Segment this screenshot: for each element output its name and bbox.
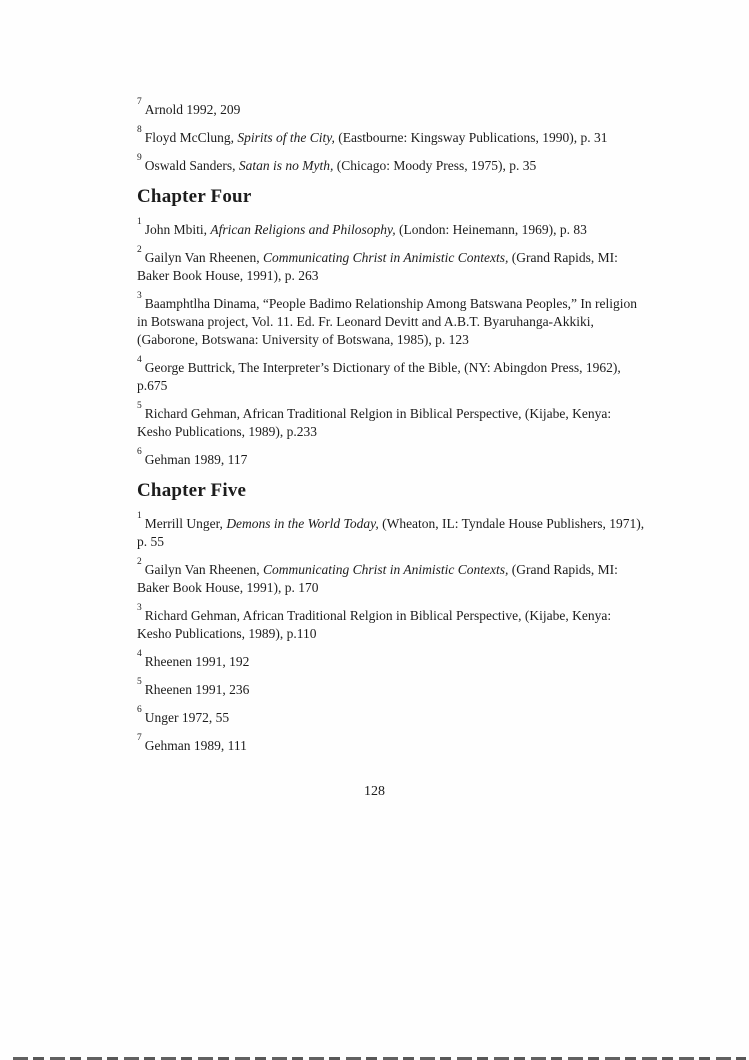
work-title: Satan is no Myth, — [238, 158, 334, 173]
note-text: Gailyn Van Rheenen, — [144, 562, 263, 577]
note-text: Gehman 1989, 117 — [144, 452, 248, 467]
endnote — [137, 354, 645, 395]
note-text: Rheenen 1991, 192 — [144, 654, 250, 669]
note-text: Floyd McClung, — [144, 130, 238, 145]
work-title: Spirits of the City, — [237, 130, 335, 145]
endnote-number: 2 — [137, 556, 142, 567]
note-text: Gehman 1989, 111 — [144, 738, 247, 753]
work-title: Communicating Christ in Animistic Contexts, — [262, 250, 509, 265]
endnote — [137, 602, 645, 643]
note-text: Richard Gehman, African Traditional Relgion in Biblical Perspective, (Kijabe, Kenya: Kesho Publications, 1989), p.110 — [137, 608, 612, 641]
note-text: Gailyn Van Rheenen, — [144, 250, 263, 265]
note-text: George Buttrick, The Interpreter’s Dictionary of the Bible, (NY: Abingdon Press, 1962), p.675 — [137, 360, 621, 393]
endnote-number: 3 — [137, 602, 142, 613]
endnote — [137, 244, 645, 285]
note-text: (Grand Rapids, MI: Baker Book House, 1991), p. 263 — [137, 250, 618, 283]
page-number: 128 — [364, 784, 385, 799]
note-text: (London: Heinemann, 1969), p. 83 — [395, 222, 587, 237]
endnote — [137, 732, 645, 755]
endnote-number: 7 — [137, 96, 142, 107]
chapter-heading: Chapter Five — [137, 480, 247, 501]
note-text: Oswald Sanders, — [144, 158, 239, 173]
work-title: African Religions and Philosophy, — [210, 222, 396, 237]
endnote — [137, 446, 645, 469]
note-text: Unger 1972, 55 — [144, 710, 230, 725]
endnotes-content — [137, 96, 645, 765]
endnote — [137, 96, 645, 119]
endnote-number: 5 — [137, 400, 142, 411]
endnote — [137, 556, 645, 597]
endnote-number: 5 — [137, 676, 142, 687]
endnote — [137, 152, 645, 175]
note-text: Richard Gehman, African Traditional Relgion in Biblical Perspective, (Kijabe, Kenya: Kesho Publications, 1989), p.233 — [137, 406, 612, 439]
endnote — [137, 124, 645, 147]
note-text: (Eastbourne: Kingsway Publications, 1990), p. 31 — [334, 130, 608, 145]
note-text: John Mbiti, — [144, 222, 211, 237]
note-text: (Grand Rapids, MI: Baker Book House, 1991), p. 170 — [137, 562, 618, 595]
endnote — [137, 216, 645, 239]
endnote — [137, 648, 645, 671]
endnote — [137, 510, 645, 551]
note-text: Rheenen 1991, 236 — [144, 682, 250, 697]
endnote-number: 4 — [137, 648, 142, 659]
endnote-number: 2 — [137, 244, 142, 255]
note-text: Arnold 1992, 209 — [144, 102, 241, 117]
endnote-number: 6 — [137, 446, 142, 457]
endnote-number: 6 — [137, 704, 142, 715]
endnote-number: 9 — [137, 152, 142, 163]
endnote — [137, 704, 645, 727]
endnote-number: 7 — [137, 732, 142, 743]
endnote-number: 1 — [137, 216, 142, 227]
chapter-heading: Chapter Four — [137, 186, 252, 207]
note-text: Baamphtlha Dinama, “People Badimo Relationship Among Batswana Peoples,” In religion in Botswana project, Vol. 11. Ed. Fr. Leonard Devitt and A.B.T. Byaruhanga-Akkiki, (Gaborone, Botswana: University of Botswana, 1985), p. 123 — [137, 296, 638, 347]
endnote-number: 4 — [137, 354, 142, 365]
note-text: (Wheaton, IL: Tyndale House Publishers, 1971), p. 55 — [137, 516, 645, 549]
endnote — [137, 400, 645, 441]
endnote-number: 1 — [137, 510, 142, 521]
endnote — [137, 676, 645, 699]
note-text: (Chicago: Moody Press, 1975), p. 35 — [333, 158, 537, 173]
endnote — [137, 290, 645, 349]
endnote-number: 3 — [137, 290, 142, 301]
endnote-number: 8 — [137, 124, 142, 135]
work-title: Communicating Christ in Animistic Contexts, — [262, 562, 509, 577]
note-text: Merrill Unger, — [144, 516, 227, 531]
work-title: Demons in the World Today, — [226, 516, 379, 531]
